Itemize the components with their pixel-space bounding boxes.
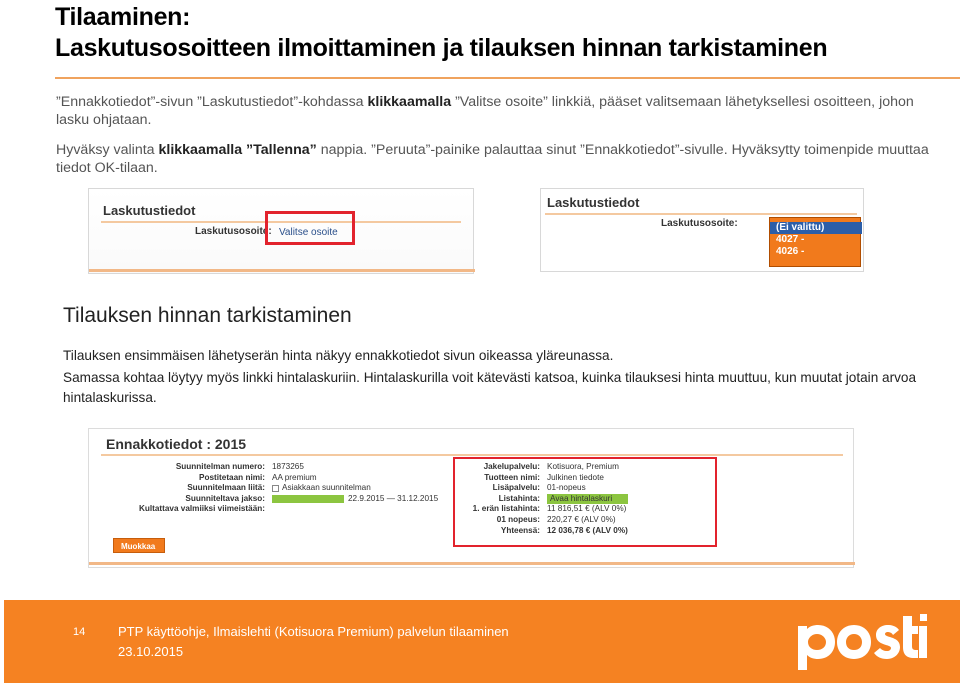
text: ”Valitse osoite” linkkiä, pääset valitsemaan lähetyksellesi osoitteen, johon lasku ohjataan. (56, 94, 914, 128)
title-divider (55, 77, 960, 79)
key: 01 nopeus: (496, 514, 540, 524)
section-paragraph-2: Samassa kohtaa löytyy myös linkki hintalaskuriin. Hintalaskurilla voit kätevästi katsoa, kuinka tilauksesi hinta muuttuu, kun muutat jotain arvoa hintalaskurissa. (63, 370, 917, 405)
value (272, 483, 438, 494)
value: 11 816,51 € (ALV 0%) (547, 504, 627, 514)
value: 1873265 (272, 462, 304, 471)
price-calculator-link[interactable]: Avaa hintalaskuri (547, 494, 628, 505)
plan-values (272, 462, 438, 515)
section-paragraph-1: Tilauksen ensimmäisen lähetyserän hinta näkyy ennakkotiedot sivun oikeassa yläreunassa. (63, 348, 614, 363)
billing-screenshot-dropdown (540, 188, 864, 272)
price-keys (455, 462, 540, 536)
preinfo-header: Ennakkotiedot : 2015 (106, 436, 247, 452)
value: 12 036,78 € (ALV 0%) (547, 525, 628, 535)
billing-address-label: Laskutusosoite: (661, 218, 738, 229)
value-text: 22.9.2015 — 31.12.2015 (348, 493, 439, 503)
page-number: 14 (73, 626, 86, 638)
title-line-2: Laskutusosoitteen ilmoittaminen ja tilauksen hinnan tarkistaminen (55, 34, 828, 62)
page-title (55, 2, 827, 64)
select-address-link[interactable]: Valitse osoite (279, 227, 338, 238)
key: Lisäpalvelu: (492, 483, 540, 493)
value (272, 494, 438, 505)
key: Suunnitelmaan liitä: (187, 483, 265, 493)
dropdown-option[interactable]: (Ei valittu) (770, 222, 862, 234)
emphasis: klikkaamalla (367, 94, 452, 110)
instruction-paragraph-1 (56, 94, 936, 129)
section-heading: Tilauksen hinnan tarkistaminen (63, 304, 352, 327)
price-panel (453, 457, 717, 547)
value: Julkinen tiedote (547, 472, 604, 482)
preinfo-screenshot (88, 428, 854, 568)
emphasis: klikkaamalla ”Tallenna” (158, 142, 317, 158)
divider (89, 562, 855, 565)
key: 1. erän listahinta: (472, 504, 540, 514)
divider (545, 213, 857, 215)
value-text: Asiakkaan suunnitelman (282, 483, 371, 493)
price-values (547, 462, 628, 536)
value: AA premium (272, 472, 317, 482)
address-dropdown[interactable] (769, 217, 861, 267)
checkbox-icon[interactable] (272, 485, 279, 492)
key: Kultattava valmiiksi viimeistään: (138, 504, 265, 514)
dropdown-option[interactable]: 4026 - (776, 246, 805, 257)
value: 220,27 € (ALV 0%) (547, 514, 616, 524)
footer (4, 600, 960, 683)
value (272, 504, 438, 515)
text: nappia. ”Peruuta”-painike palauttaa sinut ”Ennakkotiedot”-sivulle. Hyväksytty toimenpide muuttaa tiedot OK-tilaan. (56, 142, 929, 176)
key: Listahinta: (498, 493, 540, 503)
edit-button[interactable]: Muokkaa (113, 538, 165, 553)
billing-header: Laskutustiedot (547, 195, 640, 210)
key: Suunniteltava jakso: (185, 493, 265, 503)
dropdown-option[interactable]: 4027 - (776, 234, 805, 245)
key: Suunnitelman numero: (175, 462, 265, 471)
period-bar (272, 495, 344, 503)
text: ”Ennakkotiedot”-sivun ”Laskutustiedot”-kohdassa (56, 94, 368, 110)
billing-header: Laskutustiedot (103, 203, 196, 218)
plan-keys (125, 462, 265, 515)
value: Kotisuora, Premium (547, 462, 619, 471)
key: Tuotteen nimi: (484, 472, 540, 482)
value: 01-nopeus (547, 483, 586, 493)
billing-screenshot-select (88, 188, 474, 274)
footer-date: 23.10.2015 (118, 644, 184, 659)
footer-text: PTP käyttöohje, Ilmaislehti (Kotisuora Premium) palvelun tilaaminen (118, 624, 509, 639)
billing-address-label: Laskutusosoite: (195, 226, 272, 237)
text: Hyväksy valinta (56, 142, 159, 158)
divider (89, 269, 475, 272)
posti-logo (792, 606, 928, 672)
instruction-paragraph-2 (56, 142, 936, 177)
divider (101, 454, 843, 456)
key: Jakelupalvelu: (483, 462, 540, 471)
title-line-1: Tilaaminen: (55, 3, 191, 31)
key: Postitetaan nimi: (199, 472, 265, 482)
key: Yhteensä: (500, 525, 540, 535)
